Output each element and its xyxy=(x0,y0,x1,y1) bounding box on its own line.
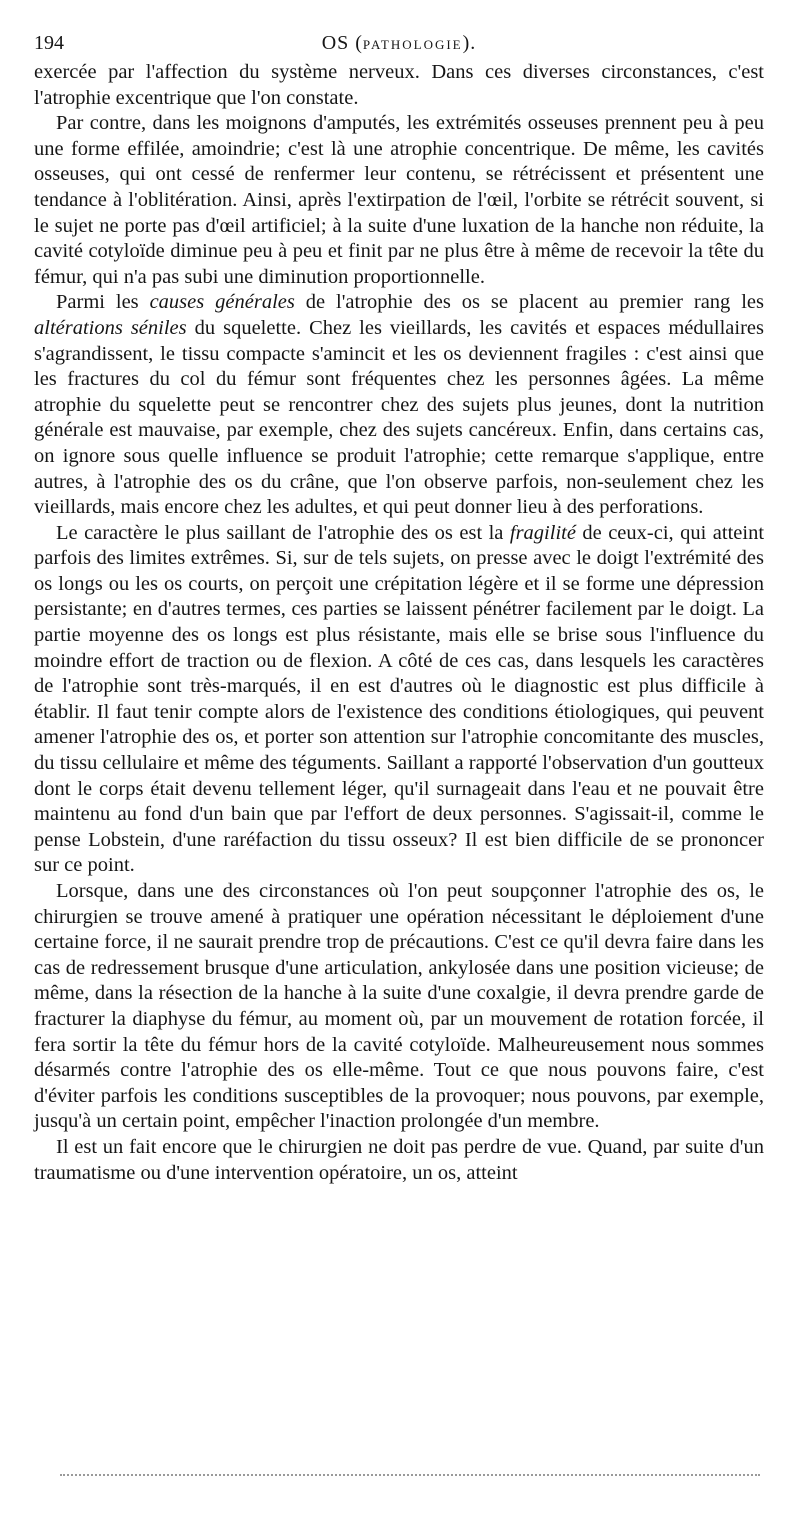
paragraph xyxy=(34,111,764,290)
body-text xyxy=(34,60,764,1186)
paragraph xyxy=(34,879,764,1135)
running-title xyxy=(34,26,764,62)
page-header xyxy=(34,26,764,60)
page-number: 194 xyxy=(34,32,64,54)
text-run: Il est un fait encore que le chirurgien ne doit pas perdre de vue. Quand, par suite d'un traumatisme ou d'une intervention opératoire, un os, atteint xyxy=(34,1135,764,1184)
text-run: du squelette. Chez les vieillards, les cavités et espaces médullaires s'agrandissent, le tissu compacte s'amincit et les os deviennent fragiles : c'est ainsi que les fractures du col du fémur sont fréquentes chez les personnes âgées. La même atrophie du squelette peut se rencontrer chez des sujets plus jeunes, dont la nutrition générale est mauvaise, par exemple, chez des sujets cancéreux. Enfin, dans certains cas, on ignore sous quelle influence se produit l'atrophie; cette remarque s'applique, entre autres, à l'atrophie des os du crâne, que l'on observe parfois, non-seulement chez les vieillards, mais encore chez les adultes, et qui peut donner lieu à des perforations. xyxy=(34,316,764,519)
footer-dotted-rule xyxy=(60,1474,760,1476)
italic-term: fragilité xyxy=(509,521,576,544)
book-page xyxy=(34,26,764,1186)
text-run: Par contre, dans les moignons d'amputés, les extrémités osseuses prennent peu à peu une forme effilée, amoindrie; c'est là une atrophie concentrique. De même, les cavités osseuses, qui ont cessé de renfermer leur contenu, se rétrécissent et présentent une tendance à l'oblitération. Ainsi, après l'extirpation de l'œil, l'orbite se rétrécit souvent, si le sujet ne porte pas d'œil artificiel; à la suite d'une luxation de la hanche non réduite, la cavité cotyloïde diminue peu à peu et finit par ne plus être à même de recevoir la tête du fémur, qui n'a pas subi une diminution proportionnelle. xyxy=(34,112,764,288)
italic-term: causes générales xyxy=(149,291,295,314)
text-run: Lorsque, dans une des circonstances où l'on peut soupçonner l'atrophie des os, le chirurgien se trouve amené à pratiquer une opération nécessitant le déploiement d'une certaine force, il ne saurait prendre trop de précautions. C'est ce qu'il devra faire dans les cas de redressement brusque d'une articulation, ankylosée dans une position vicieuse; de même, dans la résection de la hanche à la suite d'une coxalgie, il devra prendre garde de fracturer la diaphyse du fémur, au moment où, par un mouvement de rotation forcée, il fera sortir la tête du fémur hors de la cavité cotyloïde. Malheureusement nous sommes désarmés contre l'atrophie des os elle-même. Tout ce que nous pouvons faire, c'est d'éviter parfois les conditions susceptibles de la provoquer; nous pouvons, par exemple, jusqu'à un certain point, empêcher l'inaction prolongée d'un membre. xyxy=(34,880,764,1133)
running-title-suffix: ). xyxy=(462,32,477,54)
paragraph xyxy=(34,1135,764,1186)
text-run: Le caractère le plus saillant de l'atrophie des os est la xyxy=(56,521,510,544)
text-run: de ceux-ci, qui atteint parfois des limites extrêmes. Si, sur de tels sujets, on presse avec le doigt l'extrémité des os longs ou les os courts, on perçoit une crépitation légère et il se forme une dépression persistante; en d'autres termes, ces parties se laissent pénétrer facilement par le doigt. La partie moyenne des os longs est plus résistante, mais elle se brise sous l'influence du moindre effort de traction ou de flexion. A côté de ces cas, dans lesquels les caractères de l'atrophie sont très-marqués, il en est d'autres où le diagnostic est plus difficile à établir. Il faut tenir compte alors de l'existence des conditions étiologiques, qui peuvent amener l'atrophie des os, et porter son attention sur l'atrophie concomitante des muscles, du tissu cellulaire et même des téguments. Saillant a rapporté l'observation d'un goutteux dont le corps était devenu tellement léger, qu'il surnageait dans l'eau et ne pouvait être maintenu au fond d'un bain que par l'effort de deux personnes. S'agissait-il, comme le pense Lobstein, d'une raréfaction du tissu osseux? Il est bien difficile de se prononcer sur ce point. xyxy=(34,521,765,877)
text-run: de l'atrophie des os se placent au premier rang les xyxy=(294,291,764,314)
text-run: Parmi les xyxy=(56,291,150,314)
running-title-smallcaps: PATHOLOGIE xyxy=(362,37,463,52)
italic-term: altérations séniles xyxy=(34,316,187,339)
paragraph xyxy=(34,290,764,520)
paragraph xyxy=(34,60,764,111)
text-run: exercée par l'affection du système nerveux. Dans ces diverses circonstances, c'est l'atrophie excentrique que l'on constate. xyxy=(34,61,764,109)
running-title-prefix: OS ( xyxy=(321,32,363,54)
paragraph xyxy=(34,521,764,879)
